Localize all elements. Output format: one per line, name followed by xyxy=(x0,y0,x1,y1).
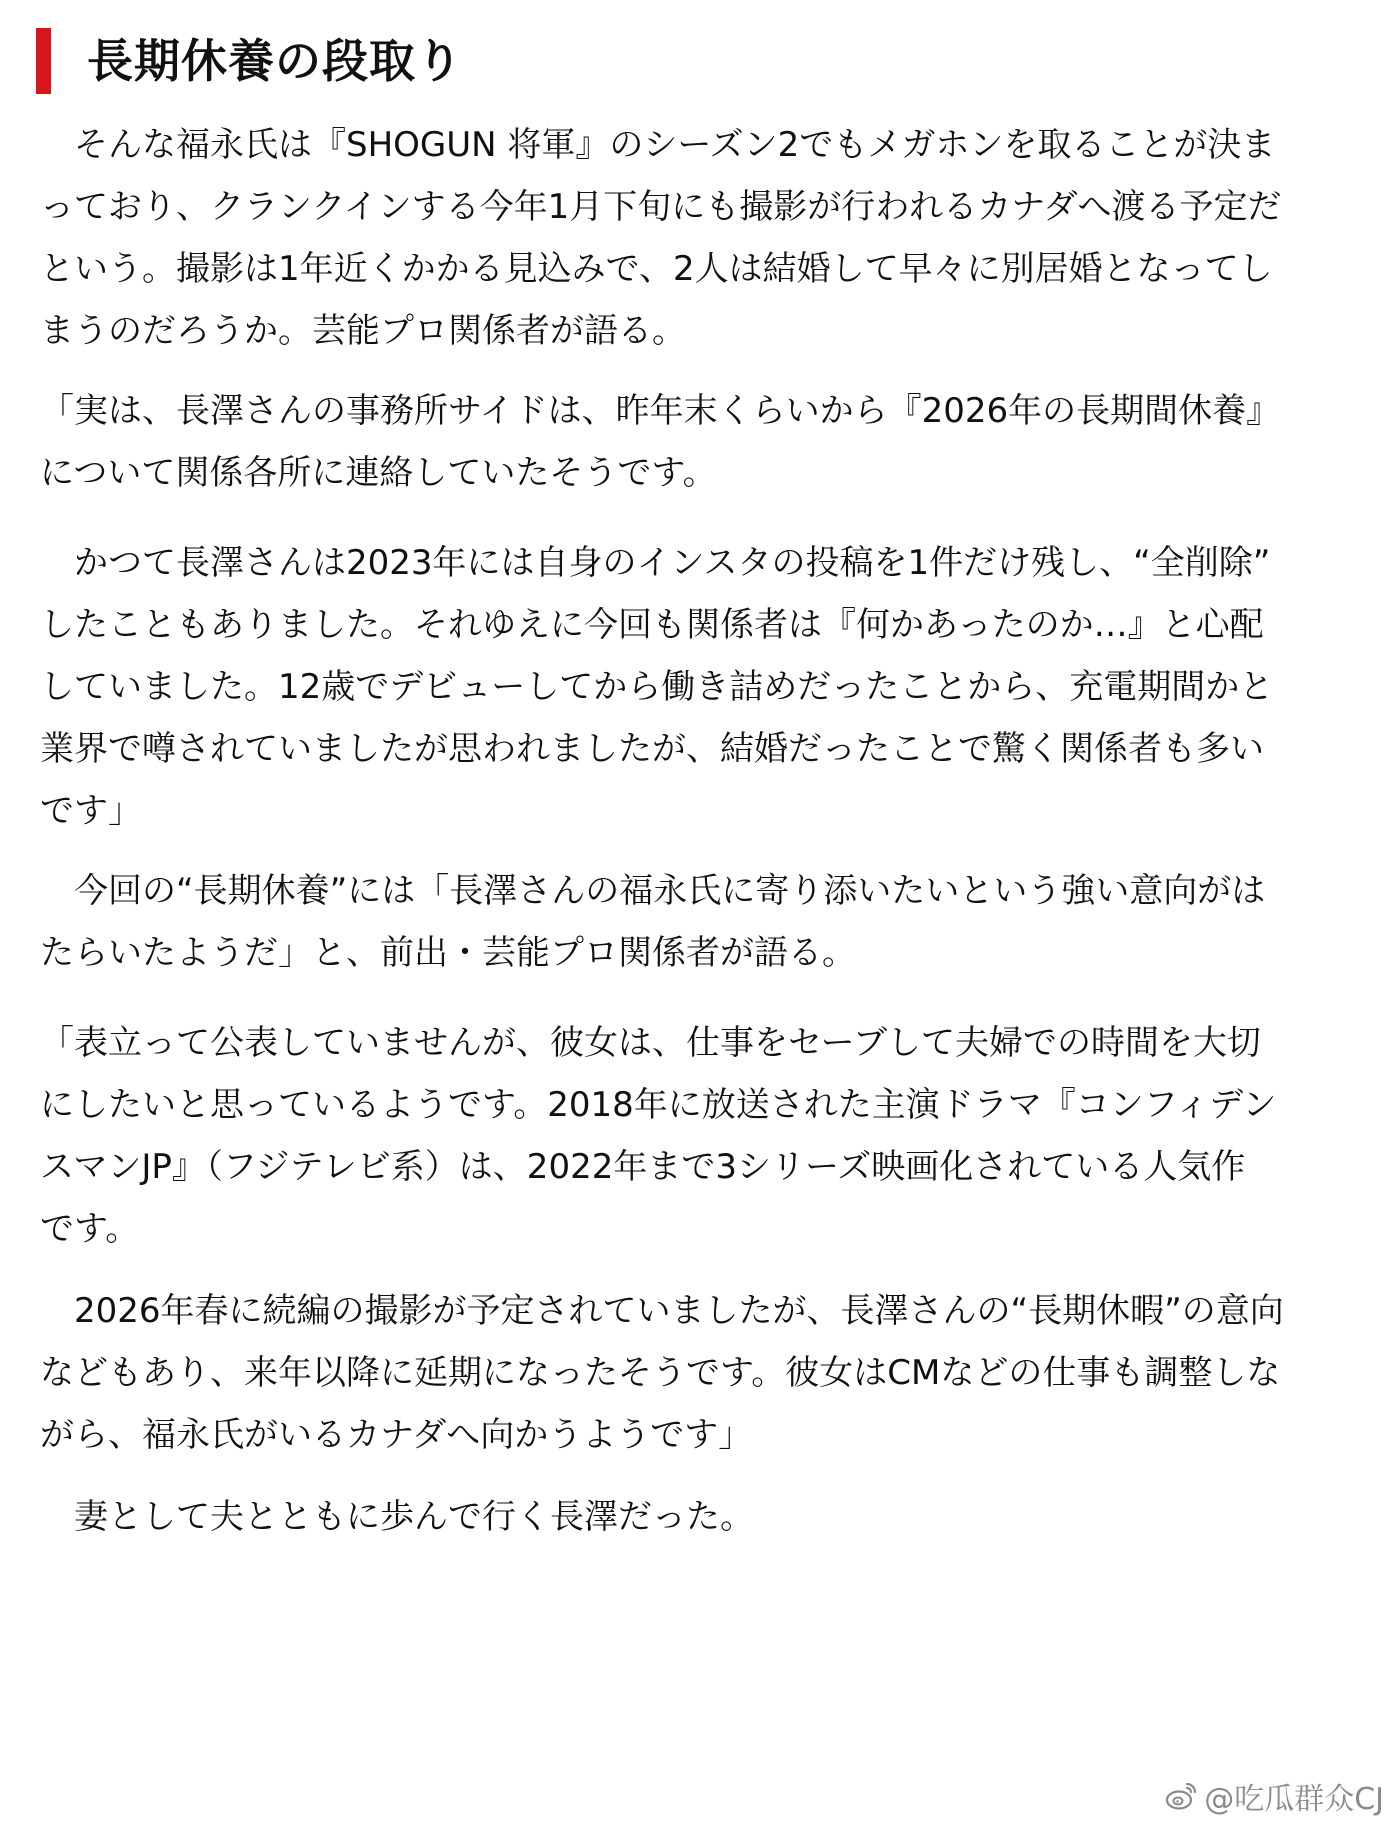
text-line: っており、クランクインする今年1月下旬にも撮影が行われるカナダへ渡る予定だ xyxy=(40,187,1282,227)
heading-title: 長期休養の段取り xyxy=(87,34,463,88)
text-line: かつて長澤さんは2023年には自身のインスタの投稿を1件だけ残し、“全削除” xyxy=(40,543,1271,583)
text-line: 「表立って公表していませんが、彼女は、仕事をセーブして夫婦での時間を大切 xyxy=(40,1023,1261,1063)
watermark xyxy=(1164,1774,1384,1818)
text-line: 業界で噂されていましたが思われましたが、結婚だったことで驚く関係者も多い xyxy=(40,729,1264,769)
paragraph-1 xyxy=(40,114,1370,362)
text-line: 今回の“長期休養”には「長澤さんの福永氏に寄り添いたいという強い意向がは xyxy=(40,871,1266,911)
text-line: などもあり、来年以降に延期になったそうです。彼女はCMなどの仕事も調整しな xyxy=(40,1353,1281,1393)
section-heading xyxy=(36,28,463,94)
paragraph-7 xyxy=(40,1486,1370,1548)
text-line: がら、福永氏がいるカナダへ向かうようです」 xyxy=(40,1415,753,1455)
text-line: です。 xyxy=(40,1209,140,1249)
text-line: 2026年春に続編の撮影が予定されていましたが、長澤さんの“長期休暇”の意向 xyxy=(40,1291,1284,1331)
text-line: という。撮影は1年近くかかる見込みで、2人は結婚して早々に別居婚となってし xyxy=(40,249,1273,289)
watermark-text: @吃瓜群众CJ xyxy=(1204,1782,1384,1817)
text-line: スマンJP』（フジテレビ系）は、2022年まで3シリーズ映画化されている人気作 xyxy=(40,1147,1246,1187)
text-line: です」 xyxy=(40,791,142,831)
text-line: そんな福永氏は『SHOGUN 将軍』のシーズン2でもメガホンを取ることが決ま xyxy=(40,125,1276,165)
paragraph-5 xyxy=(40,1012,1370,1260)
paragraph-6 xyxy=(40,1280,1370,1466)
paragraph-3 xyxy=(40,532,1370,842)
paragraph-4 xyxy=(40,860,1370,984)
text-line: にしたいと思っているようです。2018年に放送された主演ドラマ『コンフィデン xyxy=(40,1085,1277,1125)
weibo-icon xyxy=(1164,1779,1198,1813)
paragraph-2 xyxy=(40,380,1370,504)
text-line: について関係各所に連絡していたそうです。 xyxy=(40,453,717,493)
text-line: まうのだろうか。芸能プロ関係者が語る。 xyxy=(40,311,686,351)
text-line: したこともありました。それゆえに今回も関係者は『何かあったのか…』と心配 xyxy=(40,605,1264,645)
text-line: 「実は、長澤さんの事務所サイドは、昨年末くらいから『2026年の長期間休養』 xyxy=(40,391,1281,431)
text-line: 妻として夫とともに歩んで行く長澤だった。 xyxy=(40,1497,754,1537)
text-line: していました。12歳でデビューしてから働き詰めだったことから、充電期間かと xyxy=(40,667,1274,707)
heading-accent-bar xyxy=(36,28,51,94)
text-line: たらいたようだ」と、前出・芸能プロ関係者が語る。 xyxy=(40,933,856,973)
